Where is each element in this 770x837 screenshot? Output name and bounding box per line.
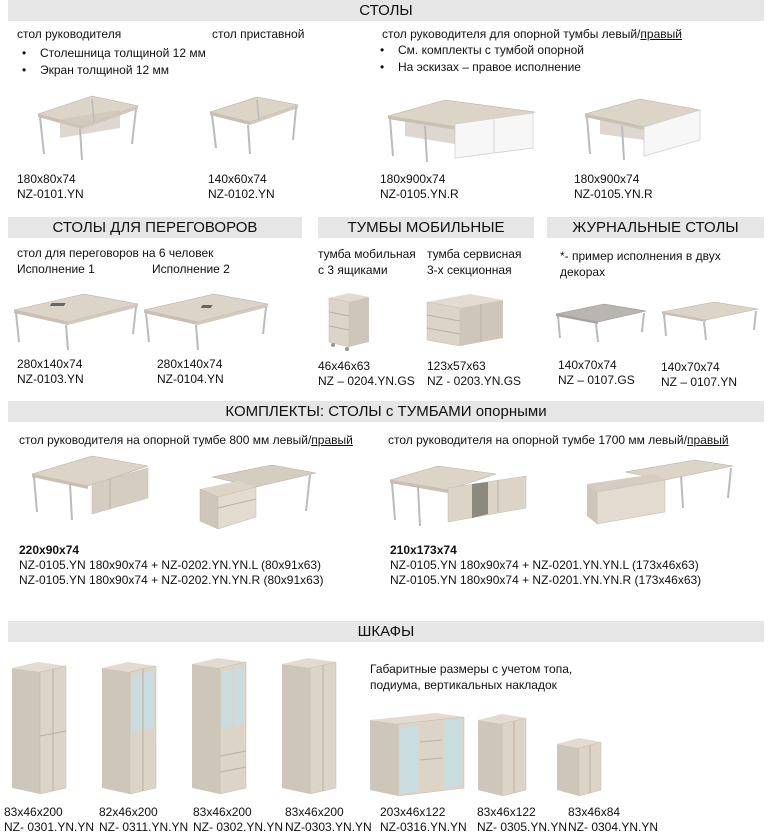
code: NZ-0105.YN.R [574,187,653,201]
line: декорах [560,265,606,279]
label-variant1: Исполнение 1 [17,262,95,276]
size: 140x70x74 [558,358,617,372]
meeting-table-image-1 [12,292,140,352]
line: 3-х секционная [427,263,512,277]
coffee-caption-1 [558,358,635,388]
label-mobile-drawer [318,246,416,278]
size: 83x46x122 [477,805,536,819]
section-title-meeting: СТОЛЫ ДЛЯ ПЕРЕГОВОРОВ [8,217,302,238]
label-variant2: Исполнение 2 [152,262,230,276]
code: NZ-0303.YN.YN [285,820,372,834]
meeting-caption-1 [17,357,84,387]
section-title-sets: КОМПЛЕКТЫ: СТОЛЫ с ТУМБАМИ опорными [8,401,764,422]
code: NZ - 0203.YN.GS [427,374,522,388]
size: 140x60x74 [208,172,267,186]
size: 180x80x74 [17,172,76,186]
cabinet-caption-5 [380,805,467,835]
code: NZ – 0107.GS [558,373,635,387]
cabinet-caption-1 [4,805,94,835]
label-side-table: стол приставной [212,27,305,41]
meeting-table-image-2 [142,292,270,352]
size: 83x46x200 [4,805,63,819]
code: NZ – 0204.YN.GS [318,374,415,388]
code: NZ-0104.YN [157,372,224,386]
cabinet-caption-3 [193,805,283,835]
line: NZ-0105.YN 180x90x74 + NZ-0202.YN.YN.L (80x91x63) [19,558,322,572]
size: 210x173x74 [390,543,457,557]
code: NZ- 0304.YN.YN [568,820,659,834]
cabinet-image-0302 [188,656,250,798]
cabinet-image-0304 [553,736,605,798]
set-1700-image-1 [388,460,528,530]
cabinet-image-0301 [8,660,70,798]
line: тумба мобильная [318,247,416,261]
code: NZ- 0302.YN.YN [193,820,284,834]
mobile-caption-2 [427,359,521,389]
label-set-800-link[interactable]: правый [311,433,353,447]
size: 83x46x84 [568,805,621,819]
line: подиума, вертикальных накладок [370,678,557,692]
service-pedestal-image [425,292,505,350]
bullet-screen: • Экран толщиной 12 мм [40,62,169,78]
bullet-sketches: • На эскизах – правое исполнение [398,59,581,75]
label-set-800-text: стол руководителя на опорной тумбе 800 мм левый/ [19,433,312,447]
size: 83x46x200 [193,805,252,819]
cabinets-note [370,661,572,693]
desk-image-1 [30,92,140,162]
line: Габаритные размеры с учетом топа, [370,662,573,676]
size: 46x46x63 [318,359,371,373]
section-title-tables: СТОЛЫ [8,0,764,21]
cabinet-image-0303 [278,656,340,798]
coffee-caption-2 [661,360,737,390]
line: *- пример исполнения в двух [560,249,721,263]
coffee-table-image-2 [660,300,760,342]
size: 180x900x74 [574,172,640,186]
set-1700-caption [390,543,701,588]
size: 82x46x200 [99,805,158,819]
set-1700-image-2 [585,458,735,528]
line: NZ-0105.YN 180x90x74 + NZ-0202.YN.YN.R (80x91x63) [19,573,324,587]
size: 180x900x74 [380,172,446,186]
code: NZ-0105.YN.R [380,187,459,201]
code: NZ – 0107.YN [661,375,738,389]
line: NZ-0105.YN 180x90x74 + NZ-0201.YN.YN.L (173x46x63) [390,558,699,572]
mobile-caption-1 [318,359,415,389]
bullet-see-sets: • См. комплекты с тумбой опорной [398,42,584,58]
section-title-mobile: ТУМБЫ МОБИЛЬНЫЕ [318,217,534,238]
code: NZ-0102.YN [208,187,275,201]
code: NZ-0101.YN [17,187,84,201]
size: 83x46x200 [285,805,344,819]
meeting-caption-2 [157,357,224,387]
coffee-note [560,248,721,280]
label-pedestal-link[interactable]: правый [640,27,682,41]
desk-caption-4 [574,172,653,202]
size: 280x140x74 [157,357,223,371]
line: с 3 ящиками [318,263,388,277]
label-pedestal-text: стол руководителя для опорной тумбы левый/ [382,27,641,41]
cabinet-caption-4 [285,805,372,835]
desk-caption-2 [208,172,275,202]
cabinet-caption-6 [477,805,567,835]
label-set-1700-text: стол руководителя на опорной тумбе 1700 мм левый/ [388,433,687,447]
label-set-800 [19,433,353,448]
size: 280x140x74 [17,357,83,371]
label-meeting: стол для переговоров на 6 человек [17,246,214,260]
size: 140x70x74 [661,360,720,374]
pedestal-desk-image-2 [582,96,702,164]
code: NZ-0316.YN.YN [380,820,467,834]
pedestal-desk-image-1 [385,96,540,164]
label-set-1700 [388,433,729,448]
set-800-image-2 [198,463,318,531]
label-set-1700-link[interactable]: правый [686,433,729,447]
section-title-coffee: ЖУРНАЛЬНЫЕ СТОЛЫ [547,217,764,238]
cabinet-caption-7 [568,805,658,835]
desk-caption-1 [17,172,84,202]
label-exec-table: стол руководителя [17,27,122,41]
line: тумба сервисная [427,247,522,261]
code: NZ- 0311.YN.YN [99,820,189,834]
label-pedestal-table [382,27,682,42]
code: NZ-0103.YN [17,372,84,386]
cabinet-image-0316 [366,712,466,798]
code: NZ- 0305.YN.YN [477,820,568,834]
line: NZ-0105.YN 180x90x74 + NZ-0201.YN.YN.R (173x46x63) [390,573,702,587]
cabinet-caption-2 [99,805,188,835]
code: NZ- 0301.YN.YN [4,820,95,834]
cabinet-image-0305 [474,712,530,798]
desk-caption-3 [380,172,459,202]
section-title-cabinets: ШКАФЫ [8,621,764,642]
size: 220x90x74 [19,543,80,557]
cabinet-image-0311 [98,660,160,798]
label-service-pedestal [427,246,521,278]
size: 203x46x122 [380,805,446,819]
coffee-table-image-1 [554,302,648,344]
size: 123x57x63 [427,359,486,373]
set-800-image-1 [30,454,150,524]
mobile-pedestal-image [325,292,373,350]
side-table-image [205,94,300,156]
set-800-caption [19,543,323,588]
bullet-tabletop: • Столешница толщиной 12 мм [40,45,206,61]
